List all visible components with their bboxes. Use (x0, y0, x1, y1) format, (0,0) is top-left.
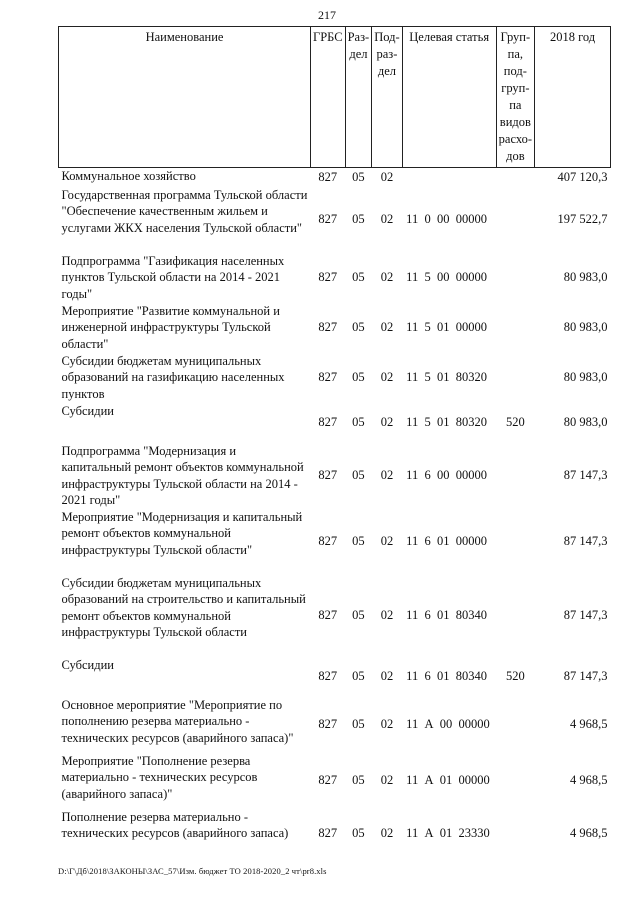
row-razdel: 05 (352, 320, 365, 335)
row-value: 80 983,0 (563, 320, 608, 335)
row-group (496, 187, 534, 253)
row-grbs: 827 (318, 370, 338, 385)
row-podrazdel: 02 (380, 270, 394, 285)
row-group: 520 (505, 415, 525, 430)
header-row (59, 27, 611, 168)
row-grbs: 827 (318, 534, 338, 549)
row-name: Субсидии (61, 657, 114, 672)
row-podrazdel: 02 (380, 212, 394, 227)
row-grbs: 827 (318, 773, 338, 788)
table-row (59, 187, 611, 253)
row-value: 197 522,7 (557, 212, 608, 227)
row-grbs: 827 (318, 212, 338, 227)
row-podrazdel: 02 (380, 826, 394, 841)
row-razdel: 05 (352, 608, 365, 623)
row-podrazdel: 02 (380, 717, 394, 732)
row-podrazdel: 02 (380, 320, 394, 335)
row-group (496, 809, 534, 859)
row-name: Основное мероприятие "Мероприятие по пополнению резерва материально - технических ресурсов (аварийного запаса)" (61, 697, 294, 745)
table-row (59, 509, 611, 575)
col-year-header: 2018 год (535, 27, 611, 168)
row-name: Мероприятие "Пополнение резерва материально - технических ресурсов (аварийного запаса)" (61, 753, 258, 801)
table-row (59, 353, 611, 403)
col-grbs-header: ГРБС (311, 27, 346, 168)
row-value: 80 983,0 (563, 415, 608, 430)
row-group (496, 353, 534, 403)
table-row (59, 168, 611, 187)
row-grbs: 827 (318, 270, 338, 285)
row-target: 11 5 01 00000 (406, 320, 487, 335)
col-razdel-header: Раз-дел (345, 27, 372, 168)
row-target: 11 5 01 80320 (406, 370, 487, 385)
row-target: 11 6 00 00000 (406, 468, 487, 483)
row-podrazdel: 02 (380, 170, 394, 184)
row-name: Субсидии бюджетам муниципальных образований на газификацию населенных пунктов (61, 353, 285, 401)
row-group (496, 575, 534, 657)
row-grbs: 827 (318, 669, 338, 684)
row-grbs: 827 (318, 468, 338, 483)
col-target-header: Целевая статья (402, 27, 496, 168)
row-group (496, 697, 534, 753)
row-razdel: 05 (352, 534, 365, 549)
budget-table (58, 26, 611, 859)
row-group: 520 (505, 669, 525, 684)
row-name: Подпрограмма "Газификация населенных пунктов Тульской области на 2014 - 2021 годы" (61, 253, 285, 301)
row-value: 4 968,5 (570, 826, 608, 841)
row-value: 80 983,0 (563, 270, 608, 285)
row-group (496, 443, 534, 509)
row-grbs: 827 (318, 170, 338, 184)
row-group (496, 509, 534, 575)
row-value: 87 147,3 (563, 468, 608, 483)
row-razdel: 05 (352, 212, 365, 227)
row-name: Пополнение резерва материально - технических ресурсов (аварийного запаса) (61, 809, 289, 840)
row-value: 87 147,3 (563, 534, 608, 549)
row-razdel: 05 (352, 773, 365, 788)
row-razdel: 05 (352, 826, 365, 841)
table-row (59, 575, 611, 657)
row-razdel: 05 (352, 468, 365, 483)
row-razdel: 05 (352, 170, 365, 184)
row-razdel: 05 (352, 415, 365, 430)
row-name: Мероприятие "Развитие коммунальной и инженерной инфраструктуры Тульской области" (61, 303, 280, 351)
row-target: 11 6 01 00000 (406, 534, 487, 549)
row-group (496, 253, 534, 303)
row-grbs: 827 (318, 826, 338, 841)
row-grbs: 827 (318, 717, 338, 732)
row-podrazdel: 02 (380, 415, 394, 430)
row-grbs: 827 (318, 608, 338, 623)
row-name: Субсидии (61, 403, 114, 418)
row-razdel: 05 (352, 669, 365, 684)
row-target: 11 5 00 00000 (406, 270, 487, 285)
col-name-header: Наименование (59, 27, 311, 168)
table-row (59, 753, 611, 809)
row-value: 4 968,5 (570, 773, 608, 788)
table-row (59, 403, 611, 443)
row-target: 11 А 01 23330 (406, 826, 490, 841)
table-row (59, 809, 611, 859)
row-razdel: 05 (352, 717, 365, 732)
row-value: 80 983,0 (563, 370, 608, 385)
row-podrazdel: 02 (380, 608, 394, 623)
row-name: Мероприятие "Модернизация и капитальный ремонт объектов коммунальной инфраструктуры Тульской области" (61, 509, 303, 557)
row-podrazdel: 02 (380, 773, 394, 788)
table-row (59, 697, 611, 753)
file-path-footer: D:\Г\Дб\2018\ЗАКОНЫ\ЗАС_57\Изм. бюджет ТО 2018-2020_2 чт\pr8.xls (58, 866, 327, 876)
row-target: 11 А 00 00000 (406, 717, 490, 732)
row-razdel: 05 (352, 370, 365, 385)
row-target: 11 А 01 00000 (406, 773, 490, 788)
row-target: 11 5 01 80320 (406, 415, 487, 430)
table-row (59, 303, 611, 353)
row-name: Государственная программа Тульской области "Обеспечение качественным жильем и услугами ЖКХ населения Тульской области" (61, 187, 308, 235)
row-name: Субсидии бюджетам муниципальных образований на строительство и капитальный ремонт объектов коммунальной инфраструктуры Тульской области (61, 575, 306, 639)
row-group (496, 303, 534, 353)
row-value: 87 147,3 (563, 669, 608, 684)
row-razdel: 05 (352, 270, 365, 285)
row-target: 11 6 01 80340 (406, 608, 487, 623)
table-row (59, 253, 611, 303)
row-value: 4 968,5 (570, 717, 608, 732)
col-group-header: Груп-па, под-груп-па видов расхо-дов (496, 27, 534, 168)
row-target (402, 168, 496, 187)
row-target: 11 6 01 80340 (406, 669, 487, 684)
row-group (496, 753, 534, 809)
row-target: 11 0 00 00000 (406, 212, 487, 227)
row-value: 407 120,3 (557, 170, 608, 184)
row-value: 87 147,3 (563, 608, 608, 623)
row-podrazdel: 02 (380, 669, 394, 684)
page-number: 217 (318, 8, 336, 22)
row-podrazdel: 02 (380, 370, 394, 385)
row-podrazdel: 02 (380, 534, 394, 549)
table-row (59, 443, 611, 509)
row-name: Коммунальное хозяйство (61, 169, 196, 183)
row-name: Подпрограмма "Модернизация и капитальный ремонт объектов коммунальной инфраструктуры Тульской области на 2014 - 2021 годы" (61, 443, 304, 507)
row-grbs: 827 (318, 320, 338, 335)
row-grbs: 827 (318, 415, 338, 430)
col-podrazdel-header: Под-раз-дел (372, 27, 402, 168)
row-group (496, 168, 534, 187)
table-row (59, 657, 611, 697)
row-podrazdel: 02 (380, 468, 394, 483)
